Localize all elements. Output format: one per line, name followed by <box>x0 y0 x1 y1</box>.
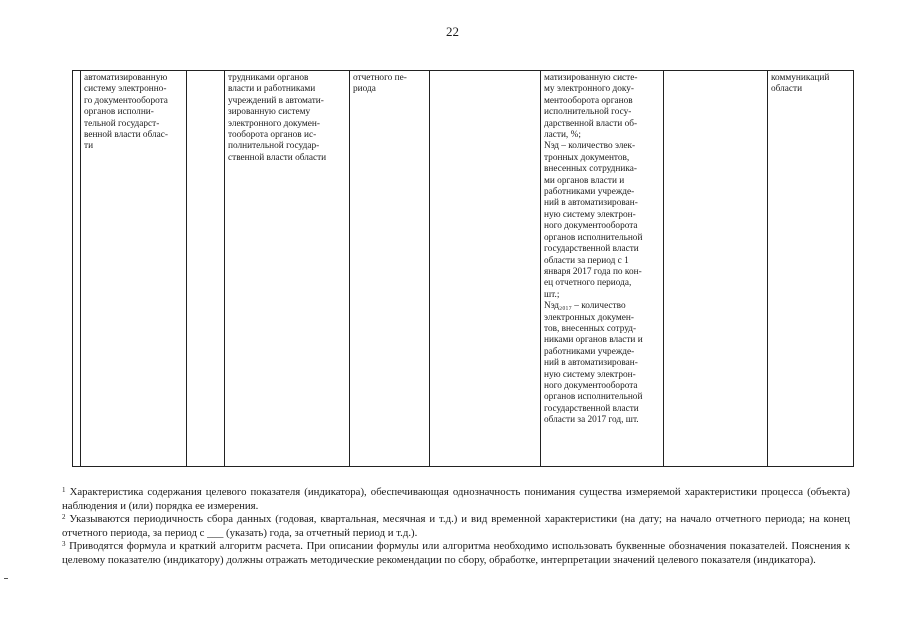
footnote-mark: 3 <box>62 540 66 549</box>
table-cell-time-characteristic: отчетного пе- риода <box>350 71 430 467</box>
footnote <box>62 486 850 513</box>
footnote-text: Приводятся формула и краткий алгоритм расчета. При описании формулы или алгоритма необходимо использовать буквенные обозначения показателей. Пояснения к целевому показателю (индикатору) должны отражать методические рекомендации по сбору, обработке, интерпретации значений целевого показателя (индикатора). <box>62 540 851 566</box>
table-cell-indicator-name: автоматизированную систему электронно- го документооборота органов исполни- тельной государст- венной власти облас- ти <box>81 71 187 467</box>
table-cell-empty-1 <box>430 71 541 467</box>
table-cell-characteristic: трудниками органов власти и работниками учреждений в автомати- зированную системy электронного докумен- тооборота органов ис- полнительной государ- ственной власти области <box>225 71 350 467</box>
indicator-table <box>72 70 854 467</box>
footnote <box>62 540 850 567</box>
table-row <box>73 71 854 467</box>
footnote-text: Указываются периодичность сбора данных (годовая, квартальная, месячная и т.д.) и вид временной характеристики (на дату; на начало отчетного периода; на конец отчетного периода, за период с ___ (указать) года, за отчетный период и т.д.). <box>62 513 850 539</box>
scan-edge-mark <box>4 578 8 579</box>
footnote-mark: 2 <box>62 513 66 522</box>
table-cell-number <box>73 71 81 467</box>
footnotes <box>62 486 850 568</box>
page-number: 22 <box>446 24 459 39</box>
footnote-text: Характеристика содержания целевого показателя (индикатора), обеспечивающая однозначность понимания существа измеряемой характеристики процесса (объекта) наблюдения и (или) порядка ее измерения. <box>62 486 850 512</box>
footnote <box>62 513 850 540</box>
table-cell-unit <box>187 71 225 467</box>
table-cell-responsible: коммуникаций области <box>768 71 854 467</box>
table-cell-formula: матизированную систе- му электронного доку- ментооборота органов исполнительной госу- дарственной власти об- ласти, %; Nэд – количество элек- тронных документов, внесенных сотрудника- ми органов власти и работниками учрежде- ний в автоматизирован- ную систему электрон- ного документооборота органов исполнительной государственной власти области за период с 1 января 2017 года по кон- ец отчетного периода, шт.; Nэд₂₀₁₇ – количество электронных докумен- тов, внесенных сотруд- никами органов власти и работниками учрежде- ний в автоматизирован- ную систему электрон- ного документооборота органов исполнительной государственной власти области за 2017 год, шт. <box>541 71 664 467</box>
footnote-mark: 1 <box>62 486 66 494</box>
table-cell-empty-2 <box>664 71 768 467</box>
